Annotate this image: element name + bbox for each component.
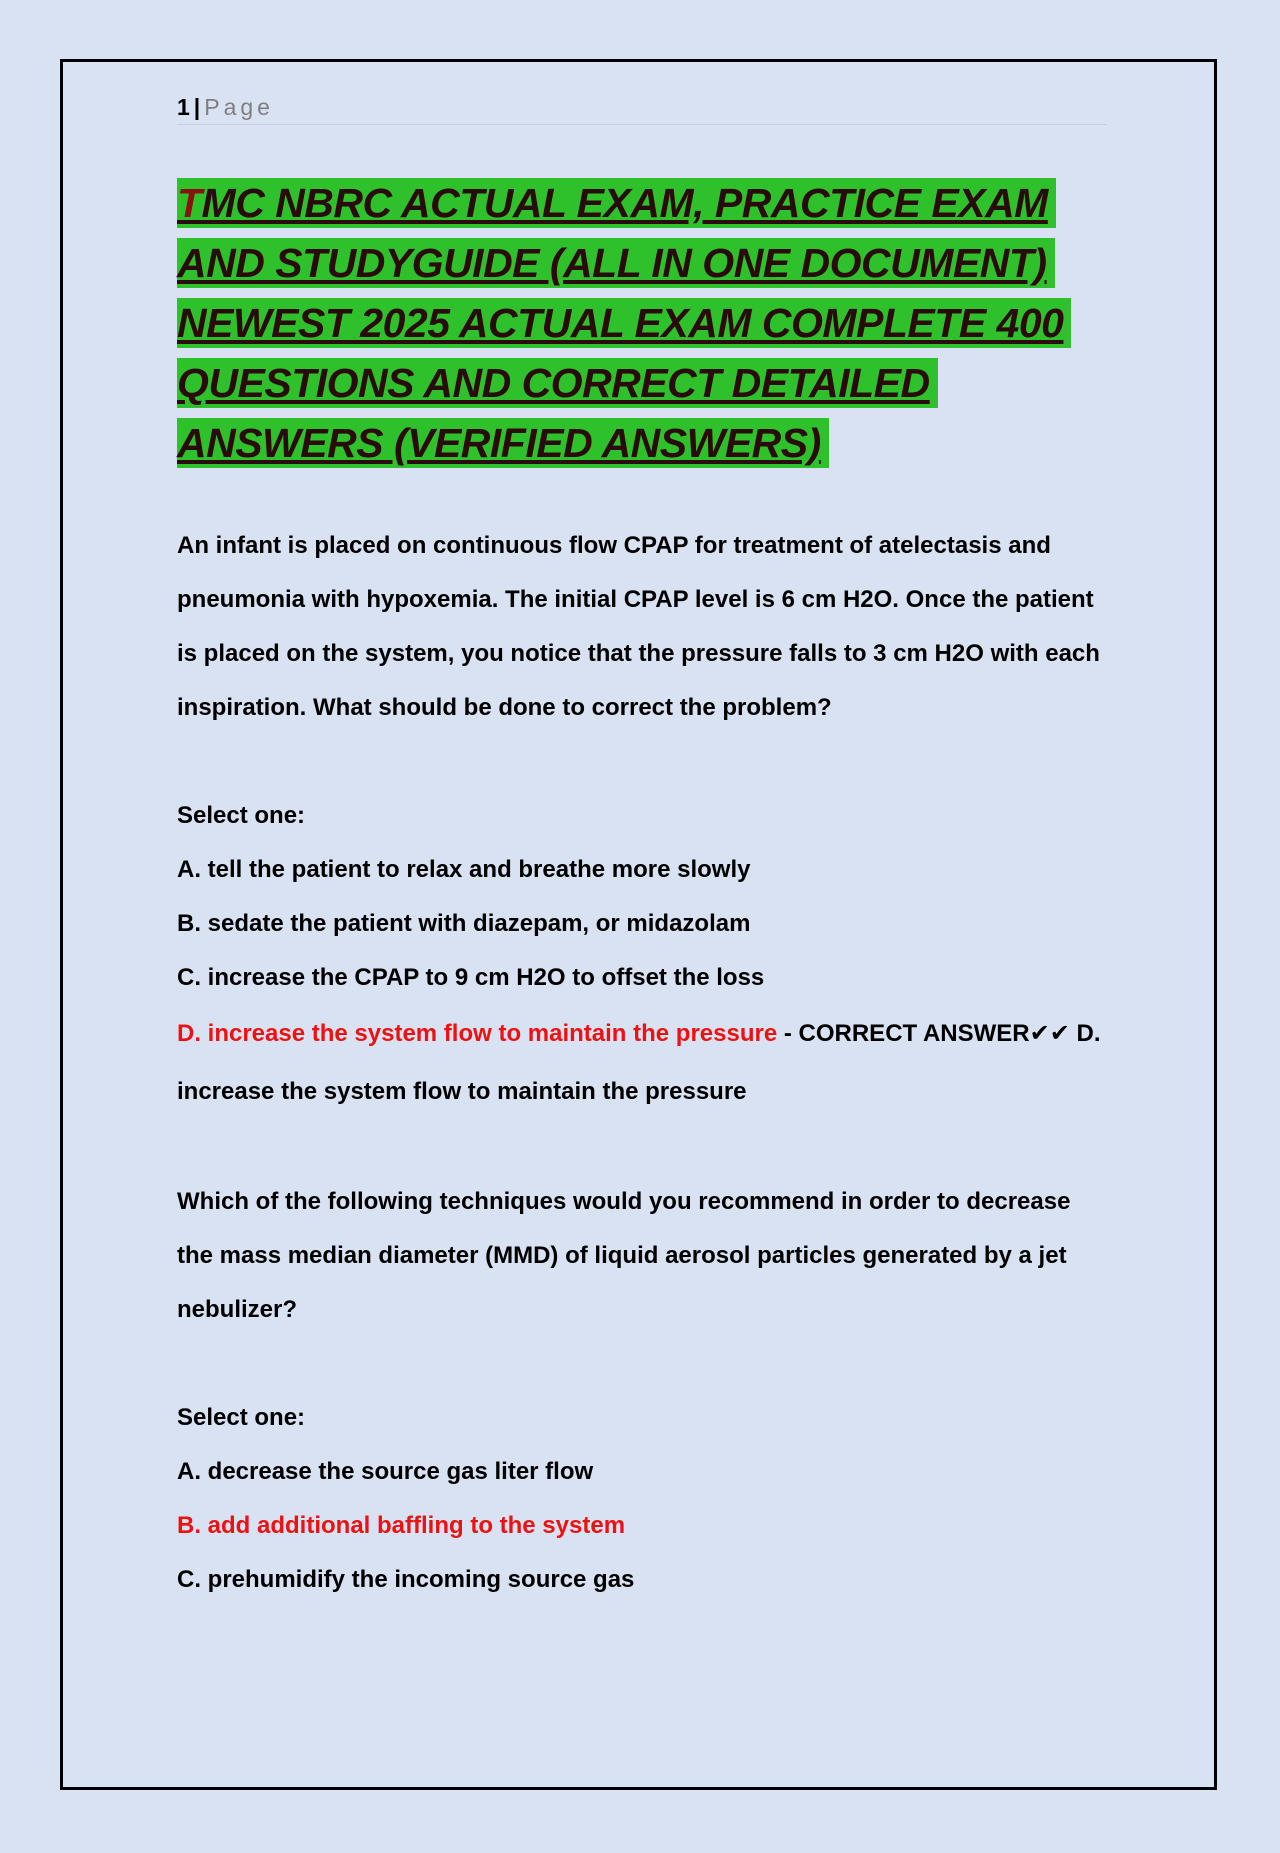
question-1-stem: An infant is placed on continuous flow CPAP for treatment of atelectasis and pneumonia with hypoxemia. The initial CPAP level is 6 cm H2O. Once the patient is placed on the system, you notice that the pressure falls to 3 cm H2O with each inspiration. What should be done to correct the problem? bbox=[177, 532, 1100, 721]
question-1-option-d bbox=[177, 1005, 1107, 1121]
document-title bbox=[177, 173, 1107, 473]
question-1-correct-option: D. increase the system flow to maintain the pressure bbox=[177, 1020, 778, 1047]
question-1-select-label: Select one: bbox=[177, 802, 306, 829]
page-number: 1 bbox=[177, 94, 190, 120]
question-2-stem: Which of the following techniques would you recommend in order to decrease the mass median diameter (MMD) of liquid aerosol particles generated by a jet nebulizer? bbox=[177, 1188, 1071, 1323]
question-2-option-b: B. add additional baffling to the system bbox=[177, 1512, 626, 1539]
document-page bbox=[177, 92, 1107, 1607]
page-word: Page bbox=[204, 94, 274, 120]
question-2-select-label: Select one: bbox=[177, 1404, 306, 1431]
page-separator: | bbox=[193, 94, 201, 120]
question-1-option-c: C. increase the CPAP to 9 cm H2O to offset the loss bbox=[177, 964, 765, 991]
title-first-letter: T bbox=[177, 180, 202, 226]
question-1-option-a: A. tell the patient to relax and breathe more slowly bbox=[177, 856, 751, 883]
question-1-option-b: B. sedate the patient with diazepam, or midazolam bbox=[177, 910, 751, 937]
question-1-correct-answer-note: - CORRECT ANSWER✔✔ D. increase the system flow to maintain the pressure bbox=[177, 1020, 1101, 1105]
title-text: MC NBRC ACTUAL EXAM, PRACTICE EXAM AND STUDYGUIDE (ALL IN ONE DOCUMENT) NEWEST 2025 ACTUAL EXAM COMPLETE 400 QUESTIONS AND CORRECT DETAILED ANSWERS (VERIFIED ANSWERS) bbox=[177, 180, 1064, 466]
page-header bbox=[177, 92, 1107, 125]
question-2-option-a: A. decrease the source gas liter flow bbox=[177, 1458, 594, 1485]
question-2-option-c: C. prehumidify the incoming source gas bbox=[177, 1566, 635, 1593]
